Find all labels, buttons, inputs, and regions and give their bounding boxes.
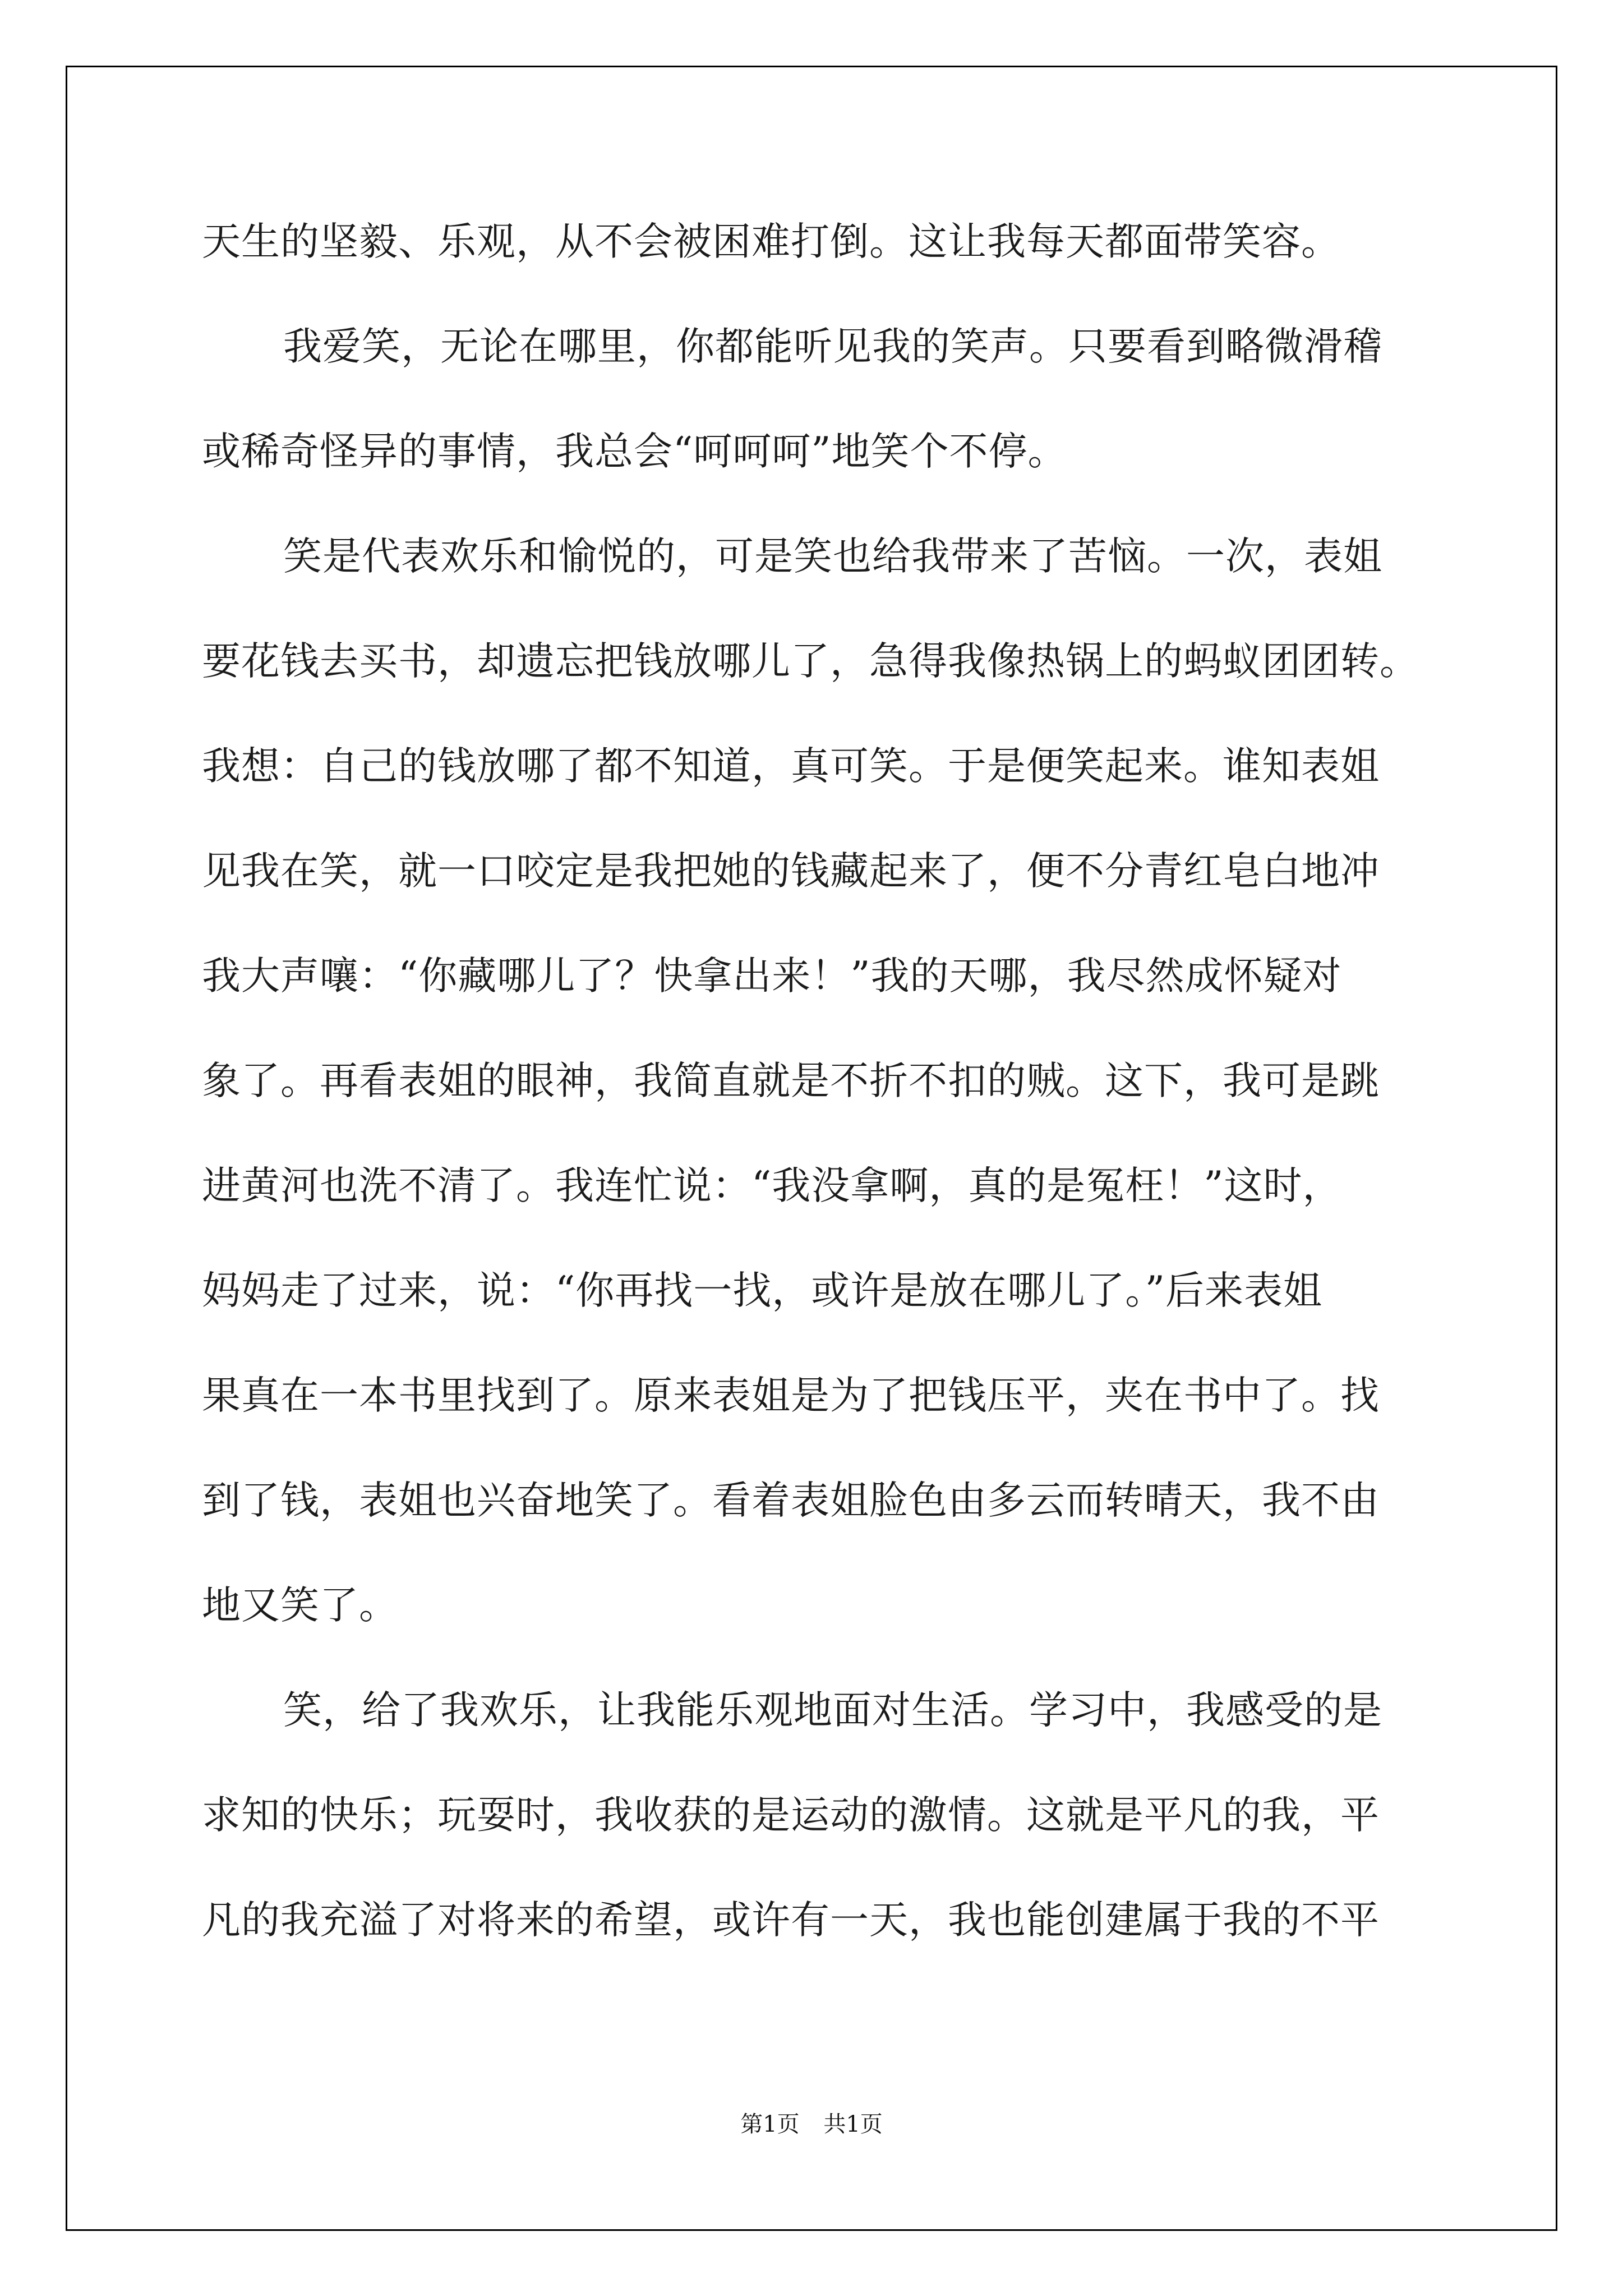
text-line: 地又笑了。 (202, 1583, 398, 1628)
text-line: 凡的我充溢了对将来的希望，或许有一天，我也能创建属于我的不平 (202, 1898, 1380, 1943)
text-line: 求知的快乐；玩耍时，我收获的是运动的激情。这就是平凡的我，平 (202, 1793, 1380, 1838)
text-line: 要花钱去买书，却遗忘把钱放哪儿了，急得我像热锅上的蚂蚁团团转。 (202, 639, 1419, 684)
text-line: 笑是代表欢乐和愉悦的，可是笑也给我带来了苦恼。一次，表姐 (283, 534, 1382, 579)
text-line: 我想：自己的钱放哪了都不知道，真可笑。于是便笑起来。谁知表姐 (202, 744, 1380, 789)
text-line: 见我在笑，就一口咬定是我把她的钱藏起来了，便不分青红皂白地冲 (202, 849, 1380, 894)
page-number: 第1页 (740, 2111, 800, 2137)
text-line: 象了。再看表姐的眼神，我简直就是不折不扣的贼。这下，我可是跳 (202, 1059, 1380, 1103)
page-footer (0, 2110, 1623, 2138)
text-line: 到了钱，表姐也兴奋地笑了。看着表姐脸色由多云而转晴天，我不由 (202, 1478, 1380, 1523)
text-line: 我爱笑，无论在哪里，你都能听见我的笑声。只要看到略微滑稽 (283, 324, 1382, 369)
text-line: 果真在一本书里找到了。原来表姐是为了把钱压平，夹在书中了。找 (202, 1373, 1380, 1418)
document-body (202, 211, 1430, 1994)
text-line: 笑，给了我欢乐，让我能乐观地面对生活。学习中，我感受的是 (283, 1688, 1382, 1733)
text-line: 我大声嚷：“你藏哪儿了？快拿出来！”我的天哪，我尽然成怀疑对 (202, 954, 1342, 999)
page-total: 共1页 (823, 2111, 883, 2137)
text-line: 进黄河也洗不清了。我连忙说：“我没拿啊，真的是冤枉！”这时， (202, 1163, 1342, 1208)
text-line: 妈妈走了过来，说：“你再找一找，或许是放在哪儿了。”后来表姐 (202, 1268, 1323, 1313)
text-line: 天生的坚毅、乐观，从不会被困难打倒。这让我每天都面带笑容。 (202, 219, 1340, 264)
text-line: 或稀奇怪异的事情，我总会“呵呵呵”地笑个不停。 (202, 429, 1067, 474)
